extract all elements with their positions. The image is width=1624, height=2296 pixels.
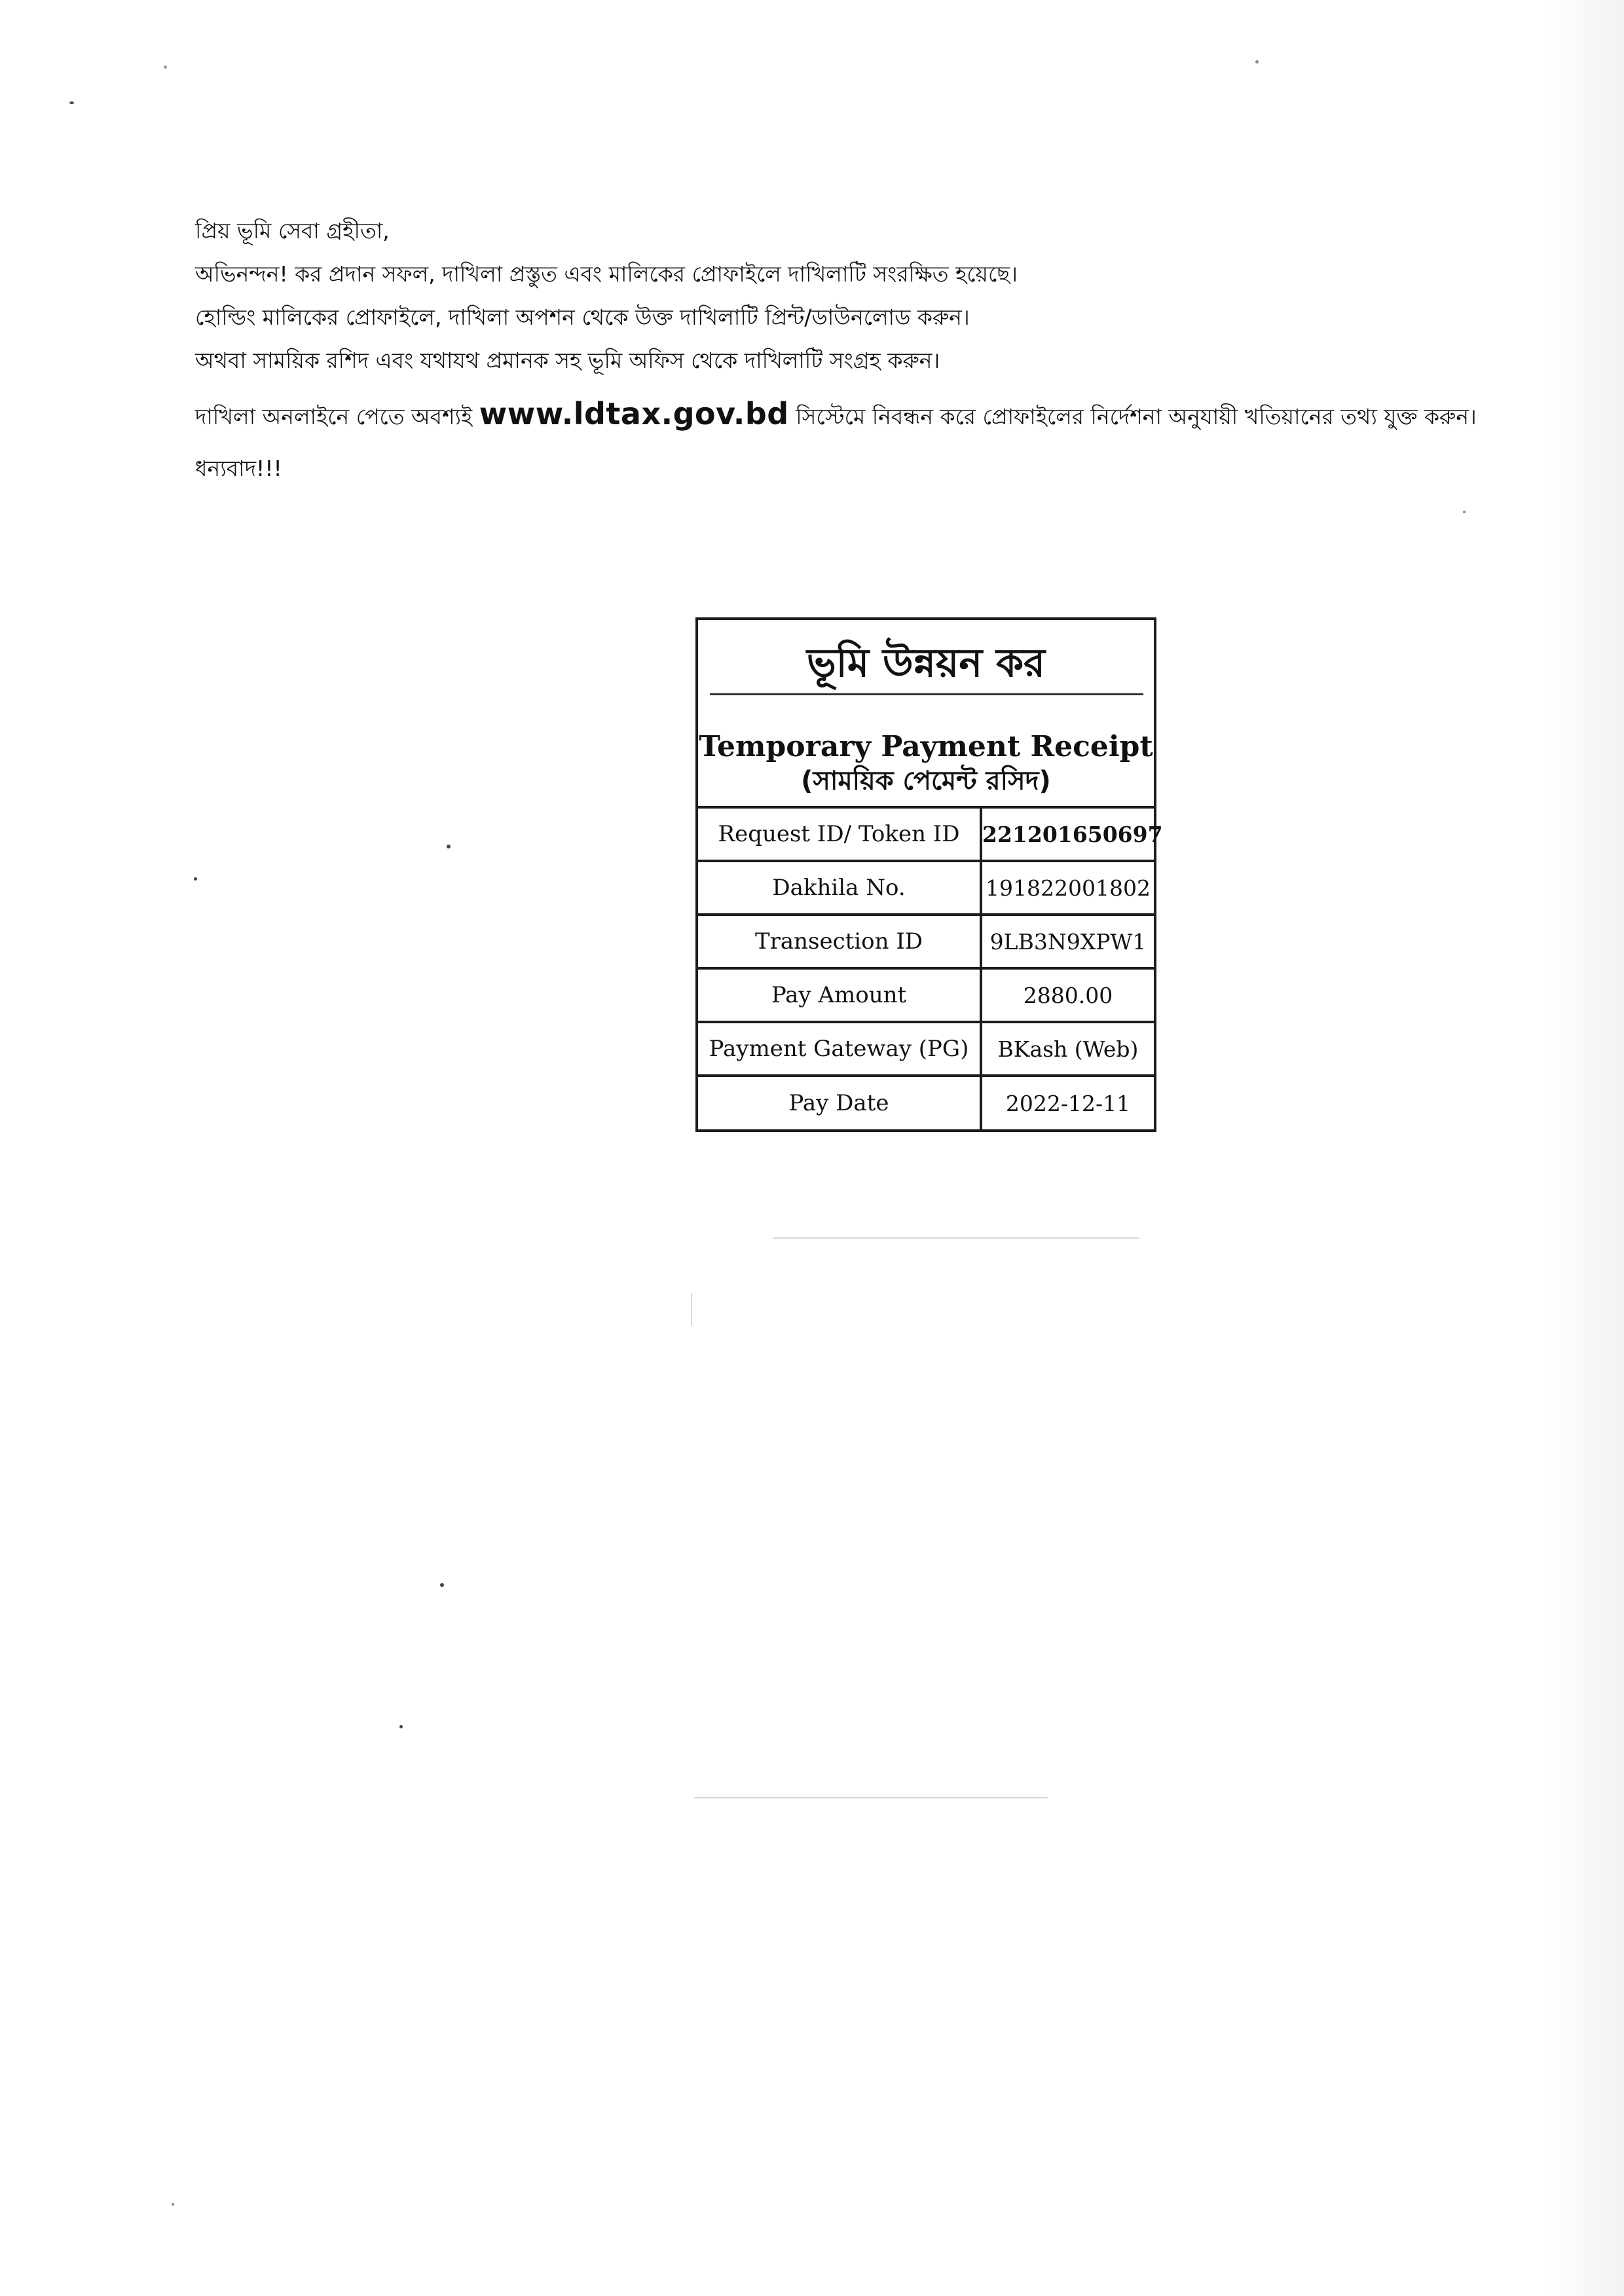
scan-speck [194,877,197,881]
scan-speck [1463,511,1466,513]
scan-speck [399,1725,403,1728]
scan-speck [1255,60,1259,64]
receipt-subtitle-bangla: (সাময়িক পেমেন্ট রসিদ) [801,766,1051,796]
row-value-pay-amount: 2880.00 [981,968,1154,1022]
table-row [698,807,1154,861]
thanks-text: ধন্যবাদ!!! [195,456,282,481]
row-value-payment-gateway: BKash (Web) [981,1022,1154,1076]
row-value-pay-date: 2022-12-11 [981,1076,1154,1129]
row-label-payment-gateway: Payment Gateway (PG) [698,1022,981,1076]
row-label-transection-id: Transection ID [698,915,981,968]
faint-bleed-line [694,1797,1048,1798]
notice-line-collect: অথবা সাময়িক রশিদ এবং যথাযথ প্রমানক সহ ভূমি অফিস থেকে দাখিলাটি সংগ্রহ করুন। [195,348,940,373]
faint-bleed-line [773,1237,1139,1239]
row-label-request-id: Request ID/ Token ID [698,807,981,861]
table-row [698,861,1154,915]
table-row [698,968,1154,1022]
notice-letter [195,210,1557,490]
receipt-title: ভূমি উন্নয়ন কর [806,640,1046,686]
table-row [698,1076,1154,1129]
table-row [698,1022,1154,1076]
scan-speck [164,65,167,69]
row-value-transection-id: 9LB3N9XPW1 [981,915,1154,968]
scan-speck [447,845,451,848]
notice-line-download: হোল্ডিং মালিকের প্রোফাইলে, দাখিলা অপশন থেকে উক্ত দাখিলাটি প্রিন্ট/ডাউনলোড করুন। [195,304,970,330]
row-label-pay-date: Pay Date [698,1076,981,1129]
row-label-dakhila-no: Dakhila No. [698,861,981,915]
register-text-after: সিস্টেমে নিবন্ধন করে প্রোফাইলের নির্দেশনা অনুযায়ী খতিয়ানের তথ্য যুক্ত করুন। [788,404,1477,429]
row-value-dakhila-no: 191822001802 [981,861,1154,915]
receipt-subtitle-english: Temporary Payment Receipt [699,730,1153,763]
scan-speck [172,2203,174,2206]
row-label-pay-amount: Pay Amount [698,968,981,1022]
table-row [698,915,1154,968]
faint-bleed-line [691,1293,692,1326]
scan-speck [69,101,74,104]
row-value-request-id: 221201650697 [981,807,1154,861]
payment-receipt-box [695,617,1163,1132]
scanned-page-edge [1545,0,1624,2296]
receipt-details-table [698,806,1163,1129]
notice-line-success: অভিনন্দন! কর প্রদান সফল, দাখিলা প্রস্তুত এবং মালিকের প্রোফাইলে দাখিলাটি সংরক্ষিত হয়েছে। [195,261,1018,287]
ldtax-website-link[interactable]: www.ldtax.gov.bd [479,396,789,431]
scan-speck [440,1583,444,1587]
notice-line-register [195,386,1557,445]
register-text-before: দাখিলা অনলাইনে পেতে অবশ্যই [195,404,479,429]
salutation: প্রিয় ভূমি সেবা গ্রহীতা, [195,218,390,244]
